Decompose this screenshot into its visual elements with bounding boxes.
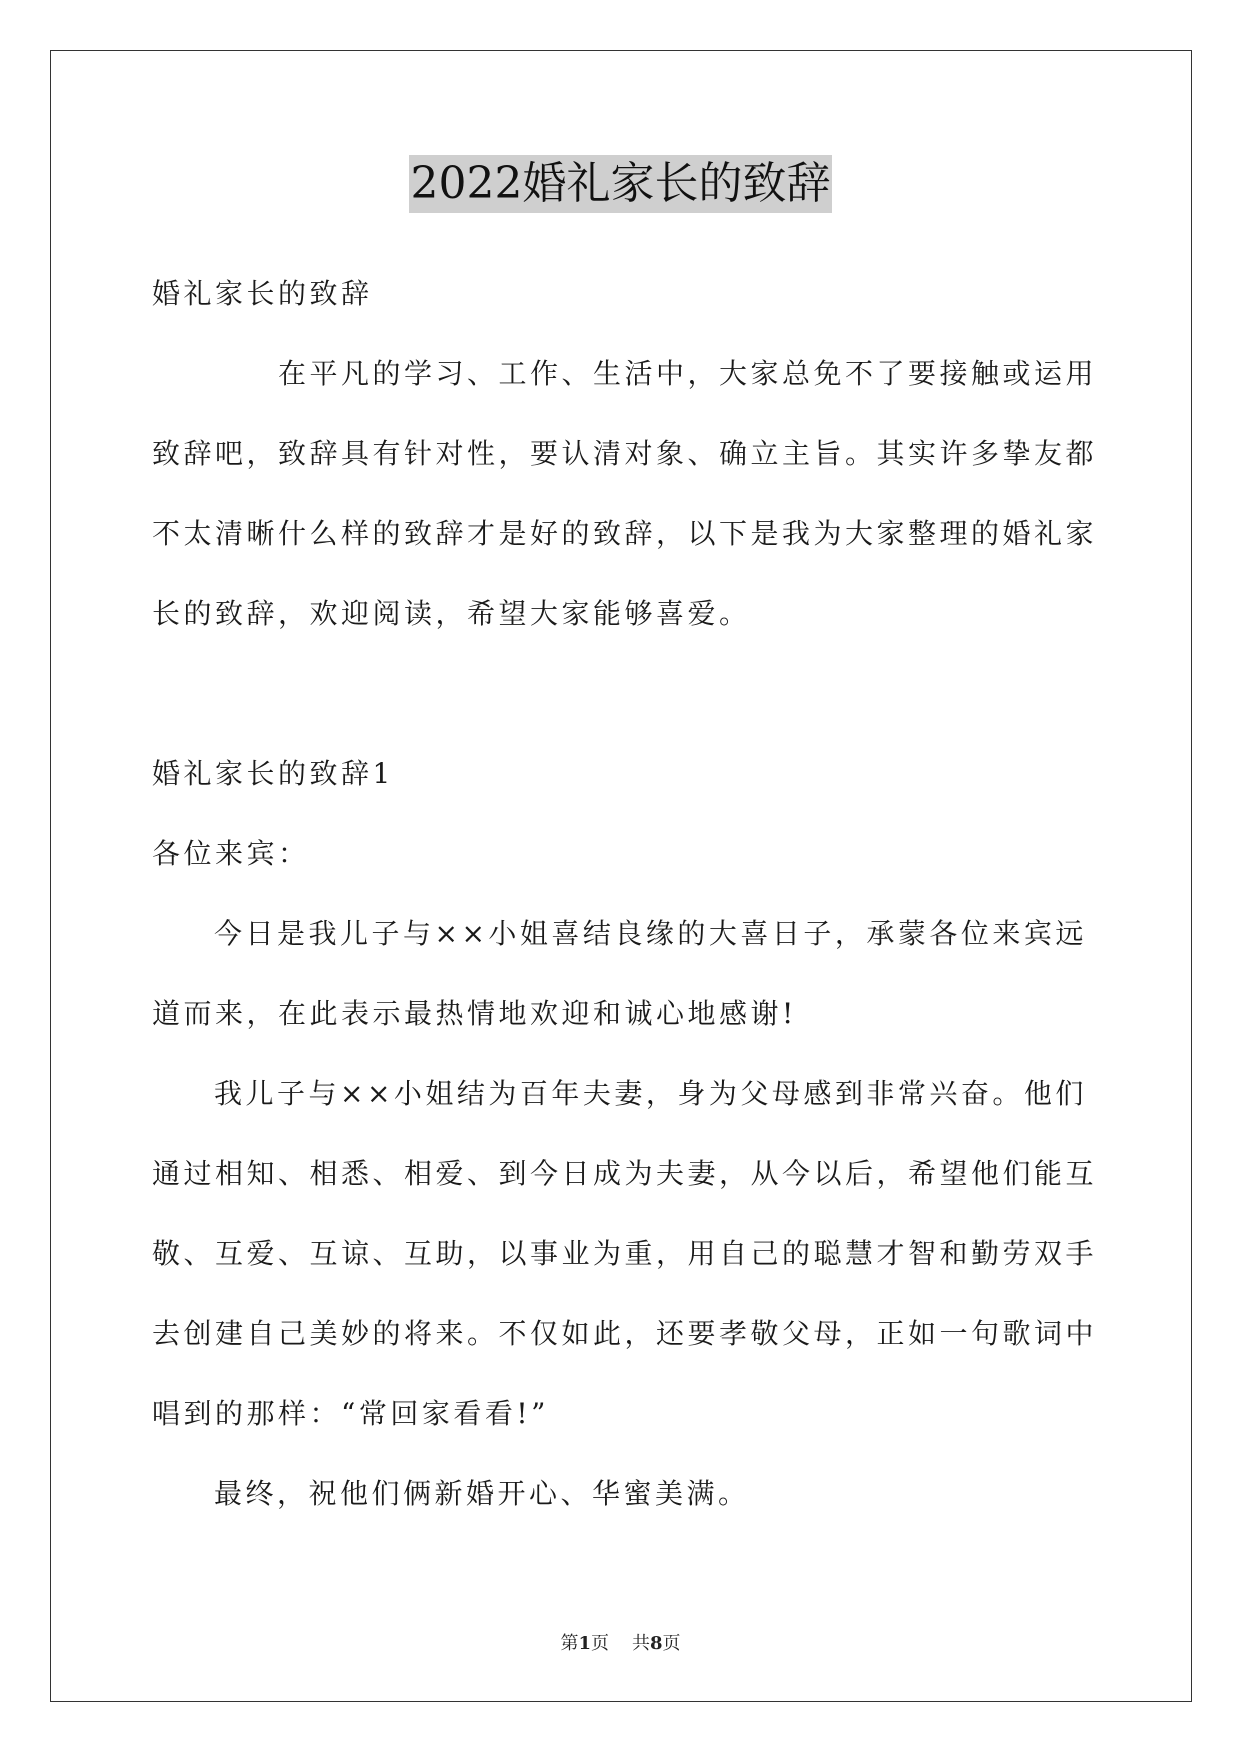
para2-line-2: 通过相知、相悉、相爱、到今日成为夫妻，从今以后，希望他们能互 (152, 1157, 1098, 1190)
section-heading: 婚礼家长的致辞1 (152, 757, 394, 790)
footer-page-number: 1 (578, 1633, 592, 1654)
intro-line-1: 在平凡的学习、工作、生活中，大家总免不了要接触或运用 (278, 357, 1098, 390)
footer-page-suffix: 页 (591, 1633, 610, 1654)
intro-line-4: 长的致辞，欢迎阅读，希望大家能够喜爱。 (152, 597, 751, 630)
intro-line-2: 致辞吧，致辞具有针对性，要认清对象、确立主旨。其实许多挚友都 (152, 437, 1098, 470)
document-title: 2022婚礼家长的致辞 (409, 155, 833, 213)
intro-line-3: 不太清晰什么样的致辞才是好的致辞，以下是我为大家整理的婚礼家 (152, 517, 1098, 550)
greeting: 各位来宾： (152, 837, 310, 870)
page-footer (0, 1629, 1241, 1655)
para2-line-3: 敬、互爱、互谅、互助，以事业为重，用自己的聪慧才智和勤劳双手 (152, 1237, 1098, 1270)
footer-total-prefix: 共 (631, 1633, 650, 1654)
para2-line-1: 我儿子与××小姐结为百年夫妻，身为父母感到非常兴奋。他们 (214, 1077, 1087, 1110)
para1-line-2: 道而来，在此表示最热情地欢迎和诚心地感谢! (152, 997, 797, 1030)
subtitle: 婚礼家长的致辞 (152, 277, 373, 310)
para1-line-1: 今日是我儿子与××小姐喜结良缘的大喜日子，承蒙各位来宾远 (214, 917, 1087, 950)
title-container (0, 155, 1241, 213)
footer-total-suffix: 页 (662, 1633, 681, 1654)
footer-page-prefix: 第 (560, 1633, 579, 1654)
para3-line-1: 最终，祝他们俩新婚开心、华蜜美满。 (214, 1477, 750, 1510)
para2-line-4: 去创建自己美妙的将来。不仅如此，还要孝敬父母，正如一句歌词中 (152, 1317, 1098, 1350)
footer-total-pages: 8 (649, 1633, 663, 1654)
para2-line-5: 唱到的那样：“常回家看看!” (152, 1397, 549, 1430)
